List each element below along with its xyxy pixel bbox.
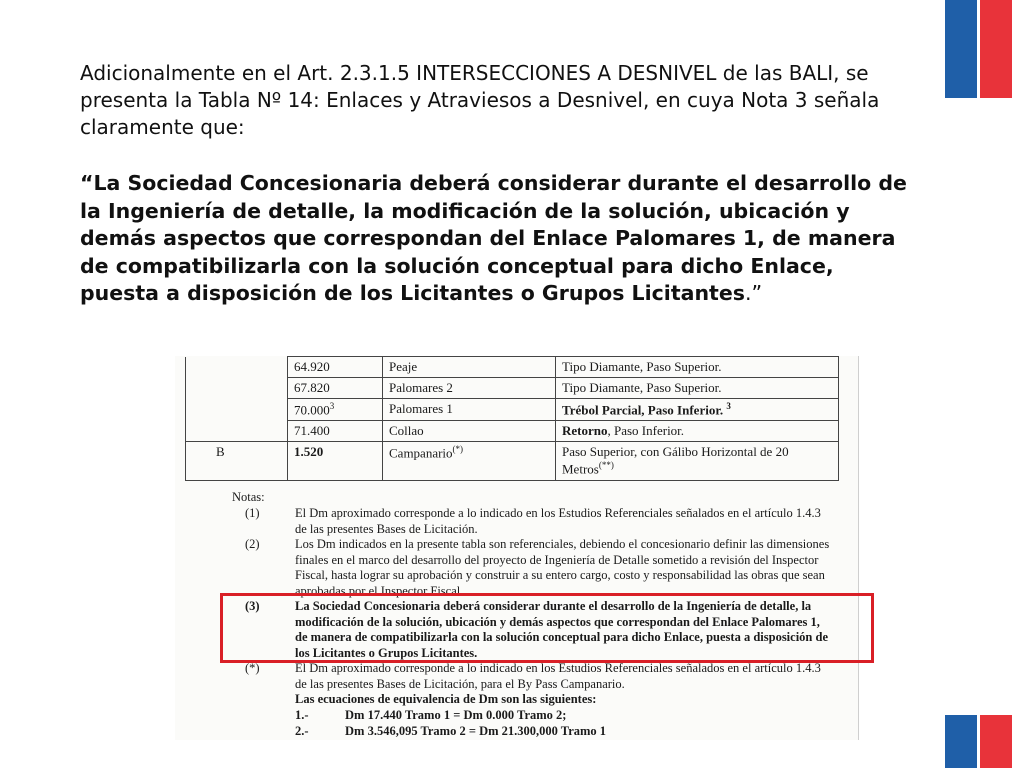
name-cell: Collao (383, 421, 556, 442)
sector-cell: B (186, 442, 288, 481)
note-text: El Dm aproximado corresponde a lo indicado en los Estudios Referenciales señalados en el artículo 1.4.3 de las presentes Bases de Licitación, para el By Pass Campanario. (295, 661, 821, 691)
dm-cell (288, 399, 383, 421)
table-row (186, 421, 839, 442)
intro-paragraph: Adicionalmente en el Art. 2.3.1.5 INTERSECCIONES A DESNIVEL de las BALI, se presenta la Tabla Nº 14: Enlaces y Atraviesos a Desnivel, en cuya Nota 3 señala claramente que: (80, 61, 880, 139)
equation-text: Dm 3.546,095 Tramo 2 = Dm 21.300,000 Tramo 1 (345, 724, 607, 738)
note-number: (1) (245, 506, 260, 520)
links-table (185, 356, 839, 481)
type-cell: Tipo Diamante, Paso Superior. (556, 378, 839, 399)
note-number: (3) (245, 599, 260, 613)
table-row (186, 378, 839, 399)
dm-value: 70.000 (294, 402, 330, 418)
type-bold: Retorno (562, 423, 608, 439)
type-value: Trébol Parcial, Paso Inferior. (562, 402, 724, 418)
name-cell: Peaje (383, 357, 556, 378)
flag-logo-top (942, 0, 1012, 98)
type-cell (556, 421, 839, 442)
note-number: (2) (245, 537, 260, 551)
name-cell: Palomares 2 (383, 378, 556, 399)
table-row (186, 399, 839, 421)
dm-cell: 67.820 (288, 378, 383, 399)
quoted-note (80, 170, 910, 308)
type-value: Paso Superior, con Gálibo Horizontal de 20 Metros (562, 444, 789, 477)
table-row (186, 357, 839, 378)
scanned-document (175, 356, 859, 740)
flag-logo-bottom (942, 715, 1012, 768)
note-text: La Sociedad Concesionaria deberá considerar durante el desarrollo de la Ingeniería de detalle, la modificación de la solución, ubicación y demás aspectos que correspondan del Enlace Palomares 1, de manera de compatibilizarla con la solución conceptual para dicho Enlace, puesta a disposición de los Licitantes o Grupos Licitantes. (295, 599, 829, 660)
equation-number: 2.- (295, 724, 309, 738)
type-cell (556, 399, 839, 421)
note-number: (*) (245, 661, 260, 675)
quote-tail: .” (744, 281, 763, 305)
type-cell (556, 442, 839, 481)
dm-cell: 1.520 (288, 442, 383, 481)
equations-title: Las ecuaciones de equivalencia de Dm son las siguientes: (295, 692, 597, 706)
note-text: El Dm aproximado corresponde a lo indicado en los Estudios Referenciales señalados en el artículo 1.4.3 de las presentes Bases de Licitación. (295, 506, 821, 536)
name-cell: Palomares 1 (383, 399, 556, 421)
notes-title: Notas: (232, 490, 265, 504)
table-row (186, 442, 839, 481)
dm-cell: 64.920 (288, 357, 383, 378)
note-3-highlight-box (220, 593, 874, 663)
name-value: Campanario (389, 445, 453, 461)
name-cell (383, 442, 556, 481)
name-footnote: (*) (452, 444, 464, 455)
type-footnote: 3 (726, 401, 731, 411)
dm-footnote: 3 (329, 401, 335, 411)
type-footnote: (**) (598, 460, 614, 471)
quote-text: “La Sociedad Concesionaria deberá considerar durante el desarrollo de la Ingeniería de detalle, la modificación de la solución, ubicación y demás aspectos que correspondan del Enlace Palomares 1, de manera de compatibilizarla con la solución conceptual para dicho Enlace, puesta a disposición de los Licitantes o Grupos Licitantes (80, 171, 907, 305)
equation-text: Dm 17.440 Tramo 1 = Dm 0.000 Tramo 2; (345, 708, 567, 722)
dm-cell: 71.400 (288, 421, 383, 442)
type-cell: Tipo Diamante, Paso Superior. (556, 357, 839, 378)
note-text: Los Dm indicados en la presente tabla son referenciales, debiendo el concesionario definir las dimensiones finales en el marco del desarrollo del proyecto de Ingeniería de Detalle sometido a revisión del Inspector Fiscal, hasta lograr su aprobación y construir a su entero cargo, costo y responsabilidad las obras que sean aprobadas por el Inspector Fiscal. (295, 537, 830, 598)
type-value: , Paso Inferior. (607, 423, 685, 439)
equation-number: 1.- (295, 708, 309, 722)
